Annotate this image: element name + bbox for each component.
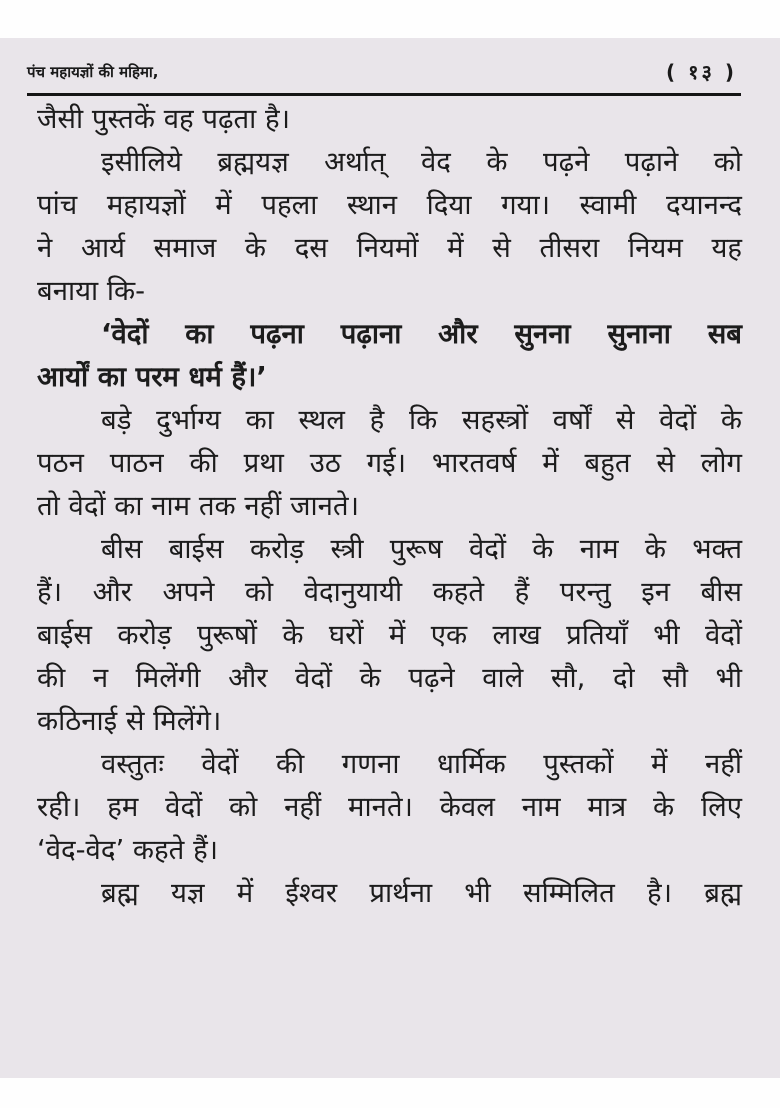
text-line: बीस बाईस करोड़ स्त्री पुरूष वेदों के नाम के भक्त <box>101 533 742 565</box>
text-line: बनाया कि- <box>37 275 146 307</box>
text-line: कठिनाई से मिलेंगे। <box>37 705 222 737</box>
text-line: वस्तुतः वेदों की गणना धार्मिक पुस्तकों में नहीं <box>101 748 742 780</box>
text-line: ने आर्य समाज के दस नियमों में से तीसरा नियम यह <box>37 232 742 264</box>
body-text <box>37 98 742 915</box>
page-number: ( १३ ) <box>665 60 737 84</box>
text-line: ब्रह्म यज्ञ में ईश्वर प्रार्थना भी सम्मिलित है। ब्रह्म <box>101 877 742 909</box>
quote-line: आर्यों का परम धर्म हैं।’ <box>37 361 267 393</box>
text-line: तो वेदों का नाम तक नहीं जानते। <box>37 490 360 522</box>
book-page <box>0 38 780 1078</box>
text-line: पांच महायज्ञों में पहला स्थान दिया गया। स्वामी दयानन्द <box>37 189 742 221</box>
quote-line: ‘वेदों का पढ़ना पढ़ाना और सुनना सुनाना सब <box>101 318 742 350</box>
text-line: की न मिलेंगी और वेदों के पढ़ने वाले सौ, दो सौ भी <box>37 662 742 694</box>
running-header <box>27 56 741 86</box>
text-line: जैसी पुस्तकें वह पढ़ता है। <box>37 103 291 135</box>
chapter-title: पंच महायज्ञों की महिमा, <box>27 63 159 81</box>
text-line: बाईस करोड़ पुरूषों के घरों में एक लाख प्रतियाँ भी वेदों <box>37 619 742 651</box>
text-line: इसीलिये ब्रह्मयज्ञ अर्थात् वेद के पढ़ने पढ़ाने को <box>101 146 742 178</box>
text-line: बड़े दुर्भाग्य का स्थल है कि सहस्त्रों वर्षों से वेदों के <box>101 404 742 436</box>
text-line: रही। हम वेदों को नहीं मानते। केवल नाम मात्र के लिए <box>37 791 742 823</box>
text-line: पठन पाठन की प्रथा उठ गई। भारतवर्ष में बहुत से लोग <box>37 447 742 479</box>
header-rule <box>27 93 741 96</box>
text-line: ‘वेद-वेद’ कहते हैं। <box>37 834 219 866</box>
text-line: हैं। और अपने को वेदानुयायी कहते हैं परन्तु इन बीस <box>37 576 742 608</box>
